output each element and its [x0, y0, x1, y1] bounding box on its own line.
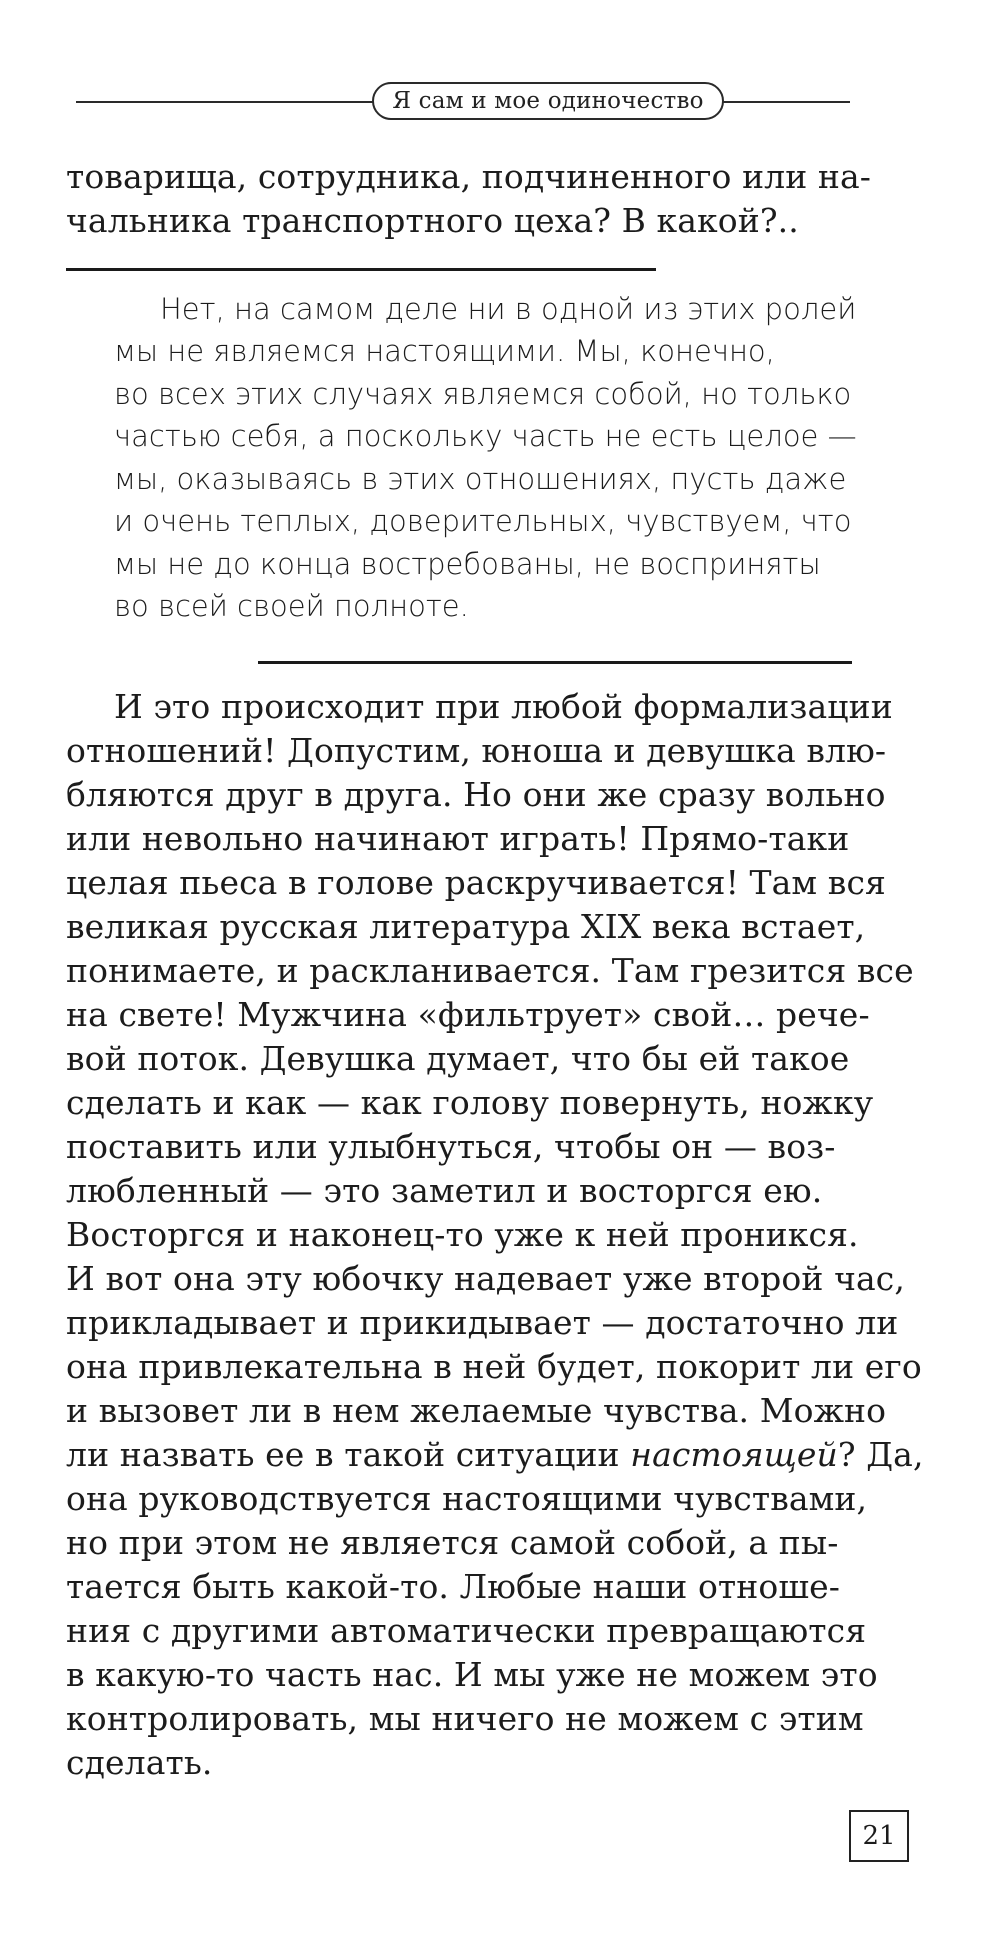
- italic-line-before: ли назвать ее в такой ситуации: [66, 1435, 631, 1474]
- quote-line: мы не до конца востребованы, не восприняты: [114, 547, 821, 581]
- body-line: тается быть какой-то. Любые наши отноше-: [66, 1567, 840, 1606]
- body-line-with-italic: [66, 1433, 924, 1477]
- quote-line: Нет, на самом деле ни в одной из этих ролей: [160, 292, 857, 326]
- body-line: но при этом не является самой собой, а пы-: [66, 1523, 839, 1562]
- running-header-title: Я сам и мое одиночество: [372, 82, 724, 120]
- quote-top-rule: [66, 268, 656, 271]
- body-line: великая русская литература XIX века встает,: [66, 907, 866, 946]
- body-line: контролировать, мы ничего не можем с этим: [66, 1699, 864, 1738]
- body-line: сделать.: [66, 1743, 213, 1782]
- body-line: или невольно начинают играть! Прямо-таки: [66, 819, 850, 858]
- body-line: отношений! Допустим, юноша и девушка влю-: [66, 731, 887, 770]
- body-line: поставить или улыбнуться, чтобы он — воз-: [66, 1127, 836, 1166]
- body-line: любленный — это заметил и восторгся ею.: [66, 1171, 823, 1210]
- quote-bottom-rule: [258, 661, 852, 664]
- body-line: Восторгся и наконец-то уже к ней проникся.: [66, 1215, 859, 1254]
- body-line: ния с другими автоматически превращаются: [66, 1611, 867, 1650]
- body-line: бляются друг в друга. Но они же сразу вольно: [66, 775, 886, 814]
- body-line: И вот она эту юбочку надевает уже второй час,: [66, 1259, 905, 1298]
- body-line: и вызовет ли в нем желаемые чувства. Можно: [66, 1391, 887, 1430]
- page-number: 21: [849, 1810, 909, 1862]
- quote-line: частью себя, а поскольку часть не есть целое —: [114, 419, 857, 453]
- body-line: она руководствуется настоящими чувствами,: [66, 1479, 868, 1518]
- quote-line: во всех этих случаях являемся собой, но только: [114, 377, 852, 411]
- body-line: вой поток. Девушка думает, что бы ей такое: [66, 1039, 850, 1078]
- body-line: на свете! Мужчина «фильтрует» свой… рече-: [66, 995, 870, 1034]
- quote-line: мы не являемся настоящими. Мы, конечно,: [114, 334, 775, 368]
- body-line: она привлекательна в ней будет, покорит ли его: [66, 1347, 922, 1386]
- header-rule-left: [76, 101, 376, 103]
- body-line: И это происходит при любой формализации: [114, 687, 893, 726]
- body-line: целая пьеса в голове раскручивается! Там вся: [66, 863, 886, 902]
- italic-word: настоящей: [630, 1435, 838, 1474]
- body-line: прикладывает и прикидывает — достаточно ли: [66, 1303, 899, 1342]
- header-rule-right: [720, 101, 850, 103]
- quote-line: во всей своей полноте.: [114, 589, 469, 623]
- quote-line: и очень теплых, доверительных, чувствуем, что: [114, 504, 852, 538]
- italic-line-after: ? Да,: [837, 1435, 924, 1474]
- body-line: сделать и как — как голову повернуть, ножку: [66, 1083, 874, 1122]
- body-line: в какую-то часть нас. И мы уже не можем это: [66, 1655, 878, 1694]
- body-line: понимаете, и раскланивается. Там грезится все: [66, 951, 914, 990]
- text-line: товарища, сотрудника, подчиненного или на-: [66, 157, 872, 196]
- text-line: чальника транспортного цеха? В какой?..: [66, 201, 799, 240]
- quote-line: мы, оказываясь в этих отношениях, пусть даже: [114, 462, 847, 496]
